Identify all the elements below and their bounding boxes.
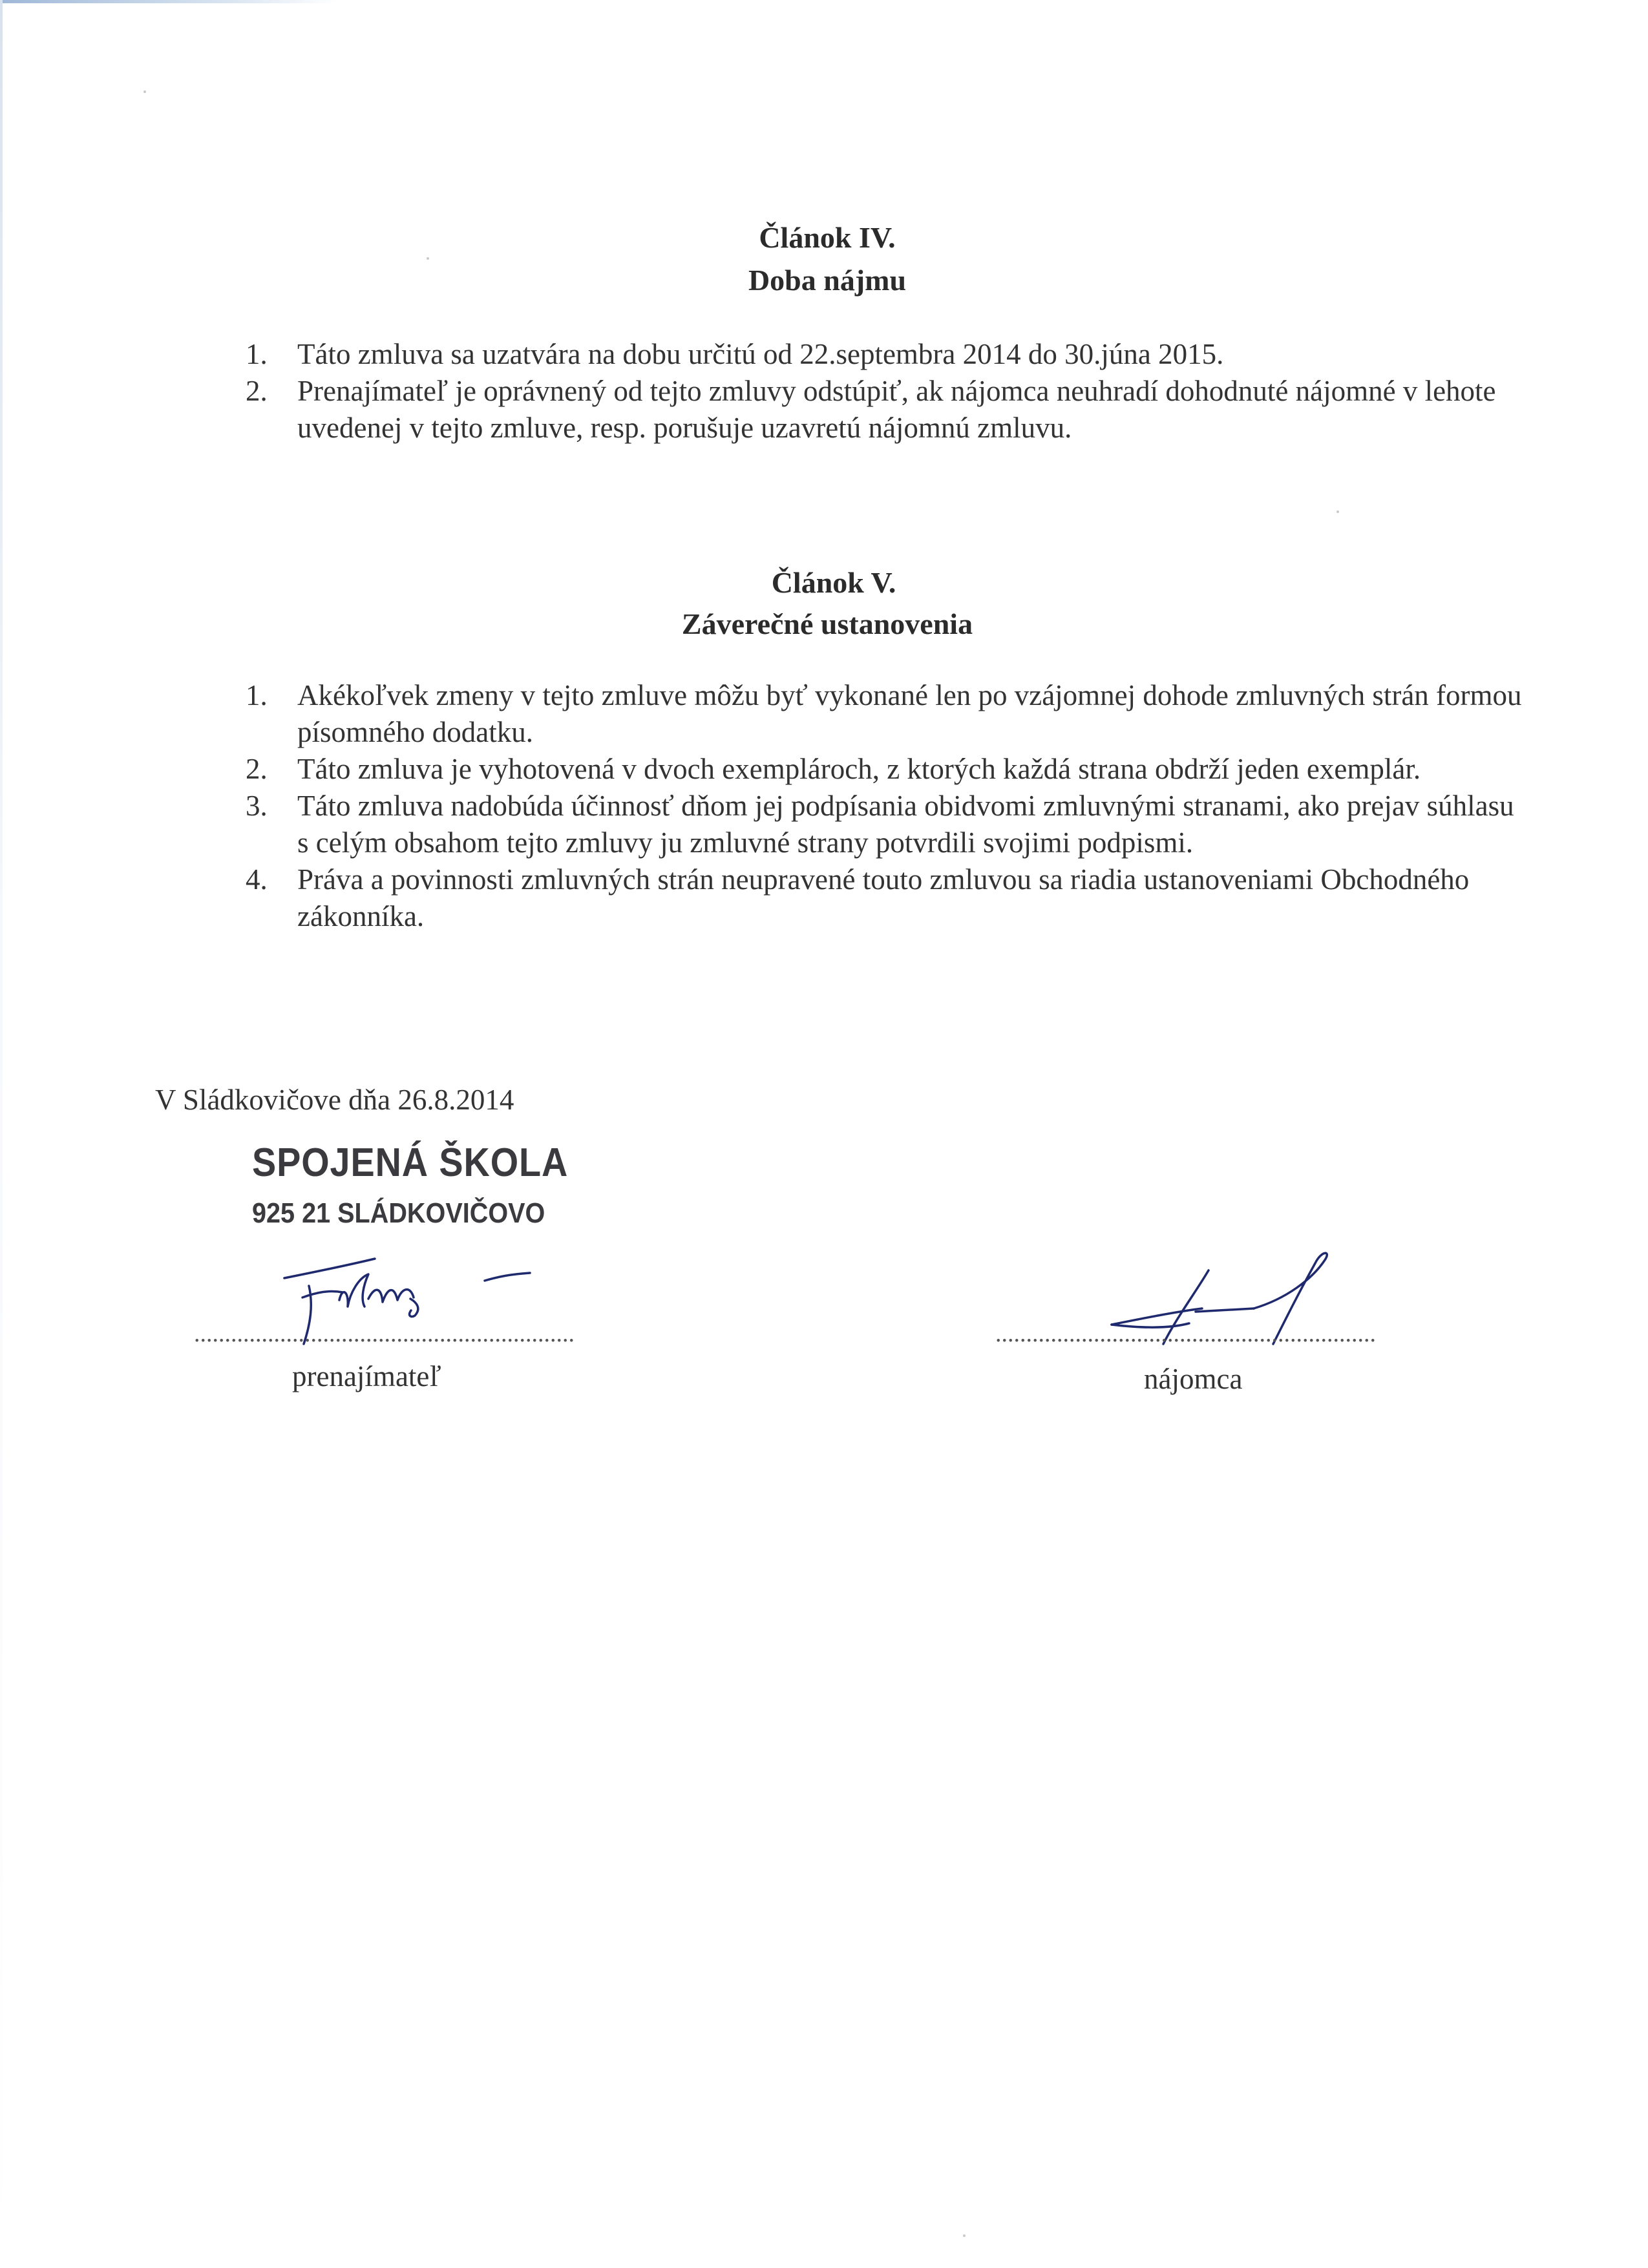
- list-item-text: Práva a povinnosti zmluvných strán neupravené touto zmluvou sa riadia ustanoveniami Obchodného zákonníka.: [297, 863, 1470, 932]
- list-item-number: 1.: [246, 338, 268, 370]
- tenant-signature-line: ..............................................................: [995, 1321, 1376, 1347]
- scan-speck: [1336, 510, 1339, 513]
- list-item-text: Táto zmluva je vyhotovená v dvoch exemplároch, z ktorých každá strana obdrží jeden exemplár.: [297, 753, 1421, 785]
- stamp-line-2: 925 21 SLÁDKOVIČOVO: [252, 1197, 545, 1229]
- list-item-number: 3.: [246, 790, 268, 822]
- list-item: [246, 861, 1525, 935]
- landlord-signature-line: ..............................................................: [194, 1321, 575, 1347]
- landlord-label: prenajímateľ: [292, 1360, 441, 1392]
- article-5-list: [246, 677, 1525, 935]
- list-item-number: 1.: [246, 679, 268, 711]
- article-4-title: Článok IV.: [759, 221, 896, 254]
- scan-speck: [427, 257, 429, 260]
- list-item: [246, 336, 1525, 373]
- scan-edge-top: [0, 0, 336, 3]
- article-5-subtitle: Záverečné ustanovenia: [681, 607, 973, 640]
- list-item-text: Táto zmluva sa uzatvára na dobu určitú od 22.septembra 2014 do 30.júna 2015.: [297, 338, 1224, 370]
- scan-speck: [143, 90, 146, 93]
- scan-speck: [963, 2234, 966, 2237]
- article-5-title: Článok V.: [771, 566, 896, 599]
- list-item-text: Táto zmluva nadobúda účinnosť dňom jej podpísania obidvomi zmluvnými stranami, ako prejav súhlasu s celým obsahom tejto zmluvy ju zmluvné strany potvrdili svojimi podpismi.: [297, 790, 1514, 859]
- article-4-subtitle: Doba nájmu: [748, 264, 907, 297]
- list-item: [246, 751, 1525, 788]
- list-item: [246, 677, 1525, 751]
- list-item: [246, 788, 1525, 861]
- list-item: [246, 373, 1525, 446]
- tenant-label: nájomca: [1144, 1363, 1243, 1395]
- place-and-date: V Sládkovičove dňa 26.8.2014: [155, 1084, 514, 1116]
- list-item-number: 2.: [246, 753, 268, 785]
- list-item-number: 2.: [246, 375, 268, 407]
- list-item-number: 4.: [246, 863, 268, 896]
- article-4-list: [246, 336, 1525, 446]
- scan-edge-left: [0, 0, 3, 2268]
- school-stamp: [252, 1137, 568, 1233]
- list-item-text: Prenajímateľ je oprávnený od tejto zmluvy odstúpiť, ak nájomca neuhradí dohodnuté nájomné v lehote uvedenej v tejto zmluve, resp. porušuje uzavretú nájomnú zmluvu.: [297, 375, 1496, 444]
- list-item-text: Akékoľvek zmeny v tejto zmluve môžu byť vykonané len po vzájomnej dohode zmluvných strán formou písomného dodatku.: [297, 679, 1522, 748]
- stamp-line-1: SPOJENÁ ŠKOLA: [252, 1140, 569, 1185]
